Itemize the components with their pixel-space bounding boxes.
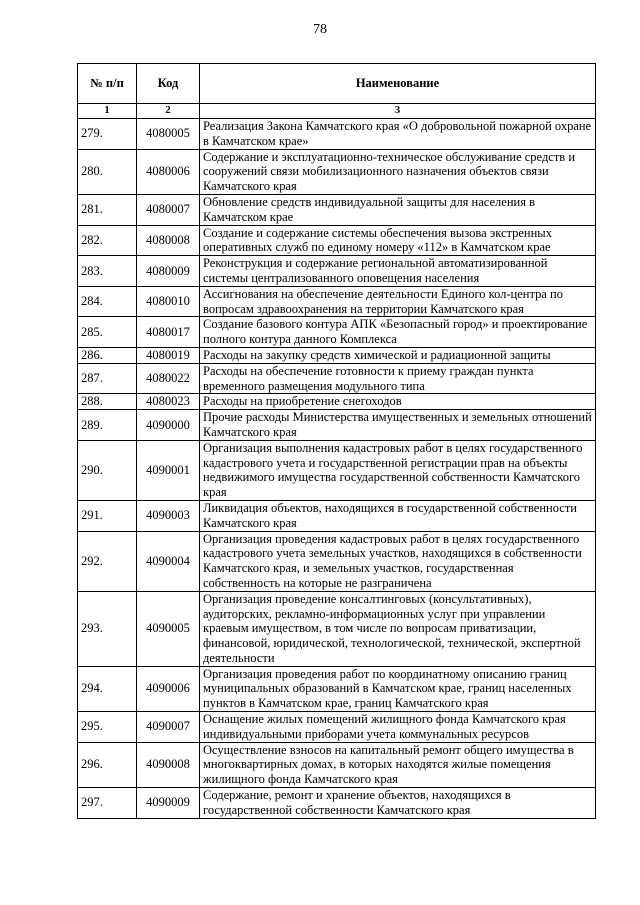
table-row [78,347,596,363]
row-code: 4080005 [137,119,200,150]
row-number: 297. [78,788,137,819]
table-row [78,742,596,787]
table-row [78,788,596,819]
row-number: 280. [78,149,137,194]
table-row [78,712,596,743]
row-code: 4090003 [137,500,200,531]
row-number: 286. [78,347,137,363]
row-name: Расходы на закупку средств химической и радиационной защиты [200,347,596,363]
row-number: 288. [78,394,137,410]
row-code: 4090005 [137,591,200,666]
row-number: 294. [78,666,137,711]
row-name: Организация проведение консалтинговых (консультативных), аудиторских, рекламно-информационных услуг при управлении краевым имуществом, в том числе по вопросам приватизации, финансовой, юридической, технологической, технической, экспертной деятельности [200,591,596,666]
table-row [78,666,596,711]
row-name: Ассигнования на обеспечение деятельности Единого кол-центра по вопросам здравоохранения на территории Камчатского края [200,286,596,317]
row-code: 4080010 [137,286,200,317]
row-number: 279. [78,119,137,150]
row-code: 4090000 [137,410,200,441]
row-code: 4080009 [137,256,200,287]
table-row [78,394,596,410]
row-name: Ликвидация объектов, находящихся в государственной собственности Камчатского края [200,500,596,531]
classification-table [77,63,596,819]
row-code: 4090009 [137,788,200,819]
header-num: № п/п [78,64,137,104]
row-number: 284. [78,286,137,317]
row-number: 282. [78,225,137,256]
row-code: 4080019 [137,347,200,363]
row-name: Создание базового контура АПК «Безопасный город» и проектирование полного контура данного Комплекса [200,317,596,348]
row-number: 287. [78,363,137,394]
row-number: 292. [78,531,137,591]
row-number: 290. [78,440,137,500]
column-number: 3 [200,104,596,119]
table-row [78,119,596,150]
row-name: Прочие расходы Министерства имущественных и земельных отношений Камчатского края [200,410,596,441]
row-number: 291. [78,500,137,531]
row-number: 289. [78,410,137,441]
page-number: 78 [313,22,327,37]
row-name: Реконструкция и содержание региональной автоматизированной системы централизованного оповещения населения [200,256,596,287]
table-row [78,531,596,591]
table-row [78,317,596,348]
table-row [78,149,596,194]
table-row [78,363,596,394]
row-number: 283. [78,256,137,287]
header-row [78,64,596,104]
row-number: 285. [78,317,137,348]
table-row [78,500,596,531]
row-name: Обновление средств индивидуальной защиты для населения в Камчатском крае [200,194,596,225]
table-row [78,286,596,317]
column-number: 1 [78,104,137,119]
row-code: 4080006 [137,149,200,194]
table-row [78,225,596,256]
row-name: Реализация Закона Камчатского края «О добровольной пожарной охране в Камчатском крае» [200,119,596,150]
table-row [78,256,596,287]
row-name: Расходы на приобретение снегоходов [200,394,596,410]
row-code: 4090008 [137,742,200,787]
row-number: 293. [78,591,137,666]
table-row [78,440,596,500]
row-name: Организация выполнения кадастровых работ в целях государственного кадастрового учета и государственной регистрации прав на объекты недвижимого имущества государственной собственности Камчатского края [200,440,596,500]
table-row [78,591,596,666]
row-code: 4090007 [137,712,200,743]
table-row [78,194,596,225]
row-name: Содержание, ремонт и хранение объектов, находящихся в государственной собственности Камчатского края [200,788,596,819]
row-name: Создание и содержание системы обеспечения вызова экстренных оперативных служб по единому номеру «112» в Камчатском крае [200,225,596,256]
column-number-row [78,104,596,119]
row-code: 4080023 [137,394,200,410]
table-body [78,119,596,819]
row-code: 4080007 [137,194,200,225]
row-name: Организация проведения работ по координатному описанию границ муниципальных образований в Камчатском крае, границ населенных пунктов в Камчатском крае, границ Камчатского края [200,666,596,711]
header-name: Наименование [200,64,596,104]
column-number: 2 [137,104,200,119]
row-code: 4080017 [137,317,200,348]
row-name: Оснащение жилых помещений жилищного фонда Камчатского края индивидуальными приборами учета коммунальных ресурсов [200,712,596,743]
header-code: Код [137,64,200,104]
row-name: Расходы на обеспечение готовности к приему граждан пункта временного размещения модульного типа [200,363,596,394]
row-name: Осуществление взносов на капитальный ремонт общего имущества в многоквартирных домах, в которых находятся жилые помещения жилищного фонда Камчатского края [200,742,596,787]
row-name: Содержание и эксплуатационно-техническое обслуживание средств и сооружений связи мобилизационного назначения объектов связи Камчатского края [200,149,596,194]
row-code: 4090001 [137,440,200,500]
row-number: 295. [78,712,137,743]
row-code: 4080022 [137,363,200,394]
row-code: 4080008 [137,225,200,256]
table-row [78,410,596,441]
row-number: 296. [78,742,137,787]
row-code: 4090006 [137,666,200,711]
row-code: 4090004 [137,531,200,591]
row-number: 281. [78,194,137,225]
row-name: Организация проведения кадастровых работ в целях государственного кадастрового учета земельных участков, находящихся в собственности Камчатского края, и земельных участков, государственная собственность на которые не разграничена [200,531,596,591]
